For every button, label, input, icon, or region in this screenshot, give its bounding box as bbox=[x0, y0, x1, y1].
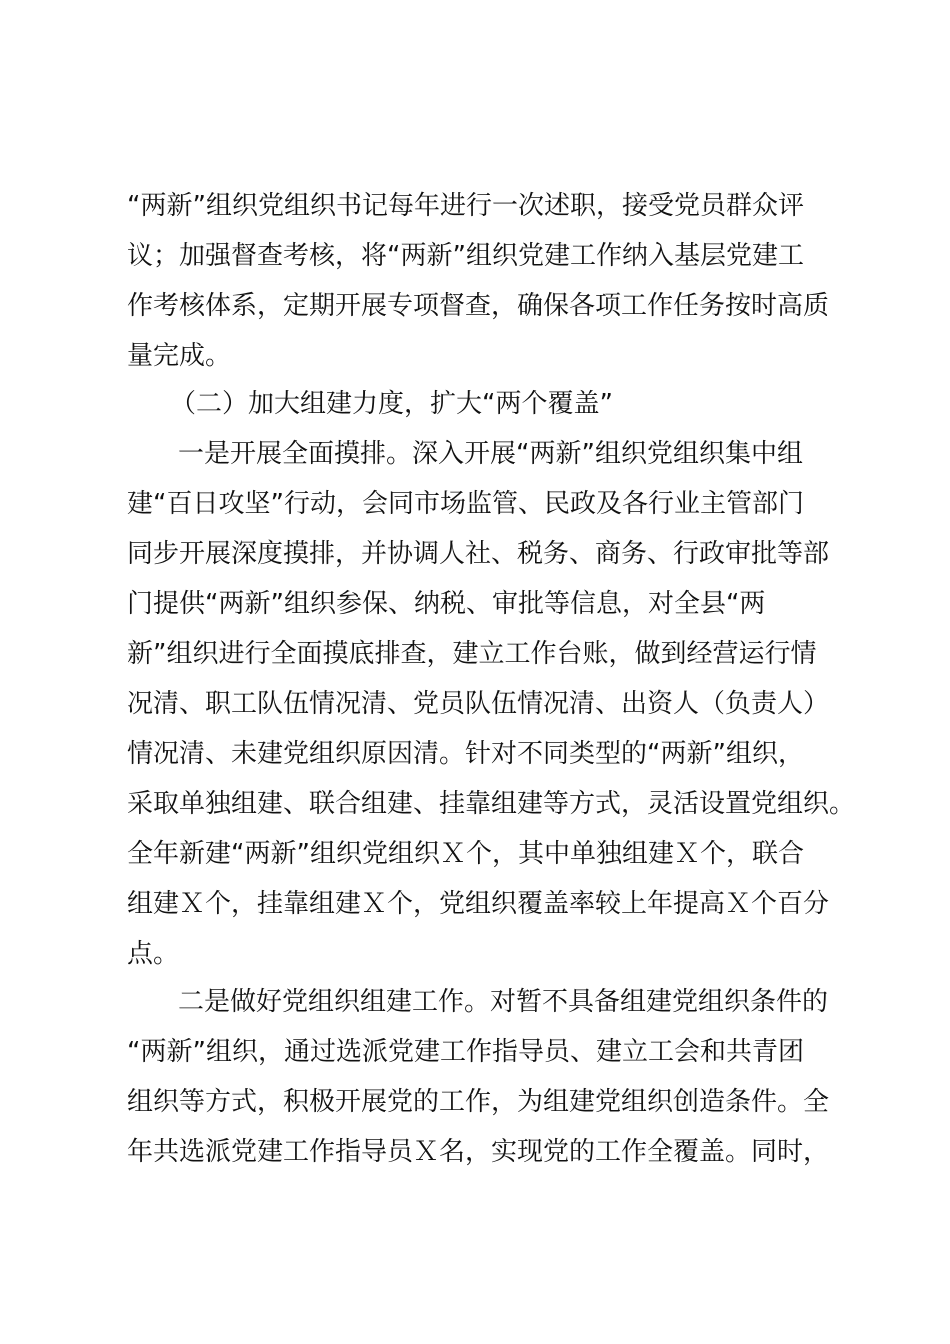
text-line: 组建Ｘ个，挂靠组建Ｘ个，党组织覆盖率较上年提高Ｘ个百分 bbox=[127, 889, 830, 919]
text-line: 建“百日攻坚”行动，会同市场监管、民政及各行业主管部门 bbox=[127, 489, 804, 519]
text-line: 况清、职工队伍情况清、党员队伍情况清、出资人（负责人） bbox=[127, 689, 830, 719]
section-heading: （二）加大组建力度，扩大“两个覆盖” bbox=[170, 389, 613, 419]
text-line: 作考核体系，定期开展专项督查，确保各项工作任务按时高质 bbox=[127, 291, 830, 321]
text-line: 一是开展全面摸排。深入开展“两新”组织党组织集中组 bbox=[178, 439, 803, 469]
text-line: 全年新建“两新”组织党组织Ｘ个，其中单独组建Ｘ个，联合 bbox=[127, 839, 804, 869]
text-line: 议；加强督查考核，将“两新”组织党建工作纳入基层党建工 bbox=[127, 241, 804, 271]
text-line: “两新”组织党组织书记每年进行一次述职，接受党员群众评 bbox=[127, 191, 804, 221]
text-line: 量完成。 bbox=[127, 341, 232, 371]
text-line: 年共选派党建工作指导员Ｘ名，实现党的工作全覆盖。同时， bbox=[127, 1137, 830, 1167]
text-line: 组织等方式，积极开展党的工作，为组建党组织创造条件。全 bbox=[127, 1087, 830, 1117]
text-line: “两新”组织，通过选派党建工作指导员、建立工会和共青团 bbox=[127, 1037, 804, 1067]
text-line: 情况清、未建党组织原因清。针对不同类型的“两新”组织， bbox=[127, 739, 804, 769]
text-line: 点。 bbox=[127, 939, 180, 969]
text-line: 二是做好党组织组建工作。对暂不具备组建党组织条件的 bbox=[178, 987, 829, 1017]
text-line: 新”组织进行全面摸底排查，建立工作台账，做到经营运行情 bbox=[127, 639, 817, 669]
text-line: 门提供“两新”组织参保、纳税、审批等信息，对全县“两 bbox=[127, 589, 766, 619]
text-line: 同步开展深度摸排，并协调人社、税务、商务、行政审批等部 bbox=[127, 539, 830, 569]
text-line: 采取单独组建、联合组建、挂靠组建等方式，灵活设置党组织。 bbox=[127, 789, 856, 819]
